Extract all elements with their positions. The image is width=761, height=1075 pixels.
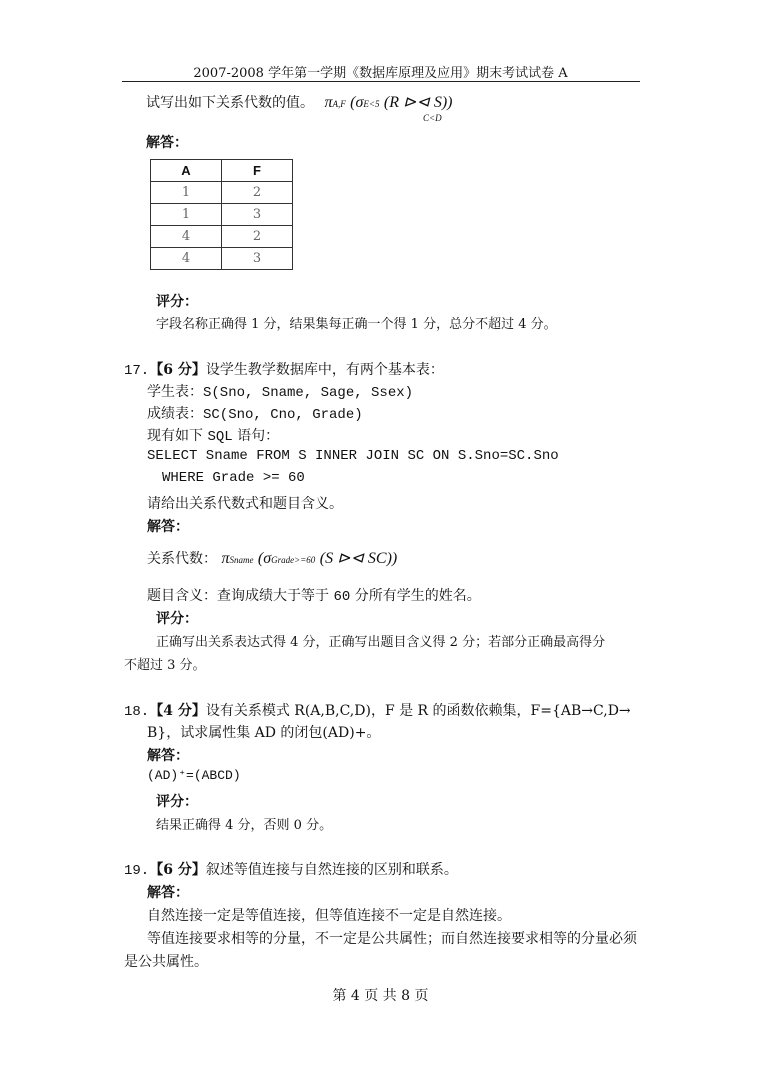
q18-grading-label: 评分： — [156, 794, 198, 810]
table-cell: 1 — [151, 182, 222, 204]
q18-number: 18. — [124, 704, 150, 720]
q17-sql-intro-a: 现有如下 — [147, 428, 208, 444]
q18-points: 【4 分】 — [149, 703, 206, 719]
q17-meaning-a: 题目含义：查询成绩大于等于 — [147, 588, 334, 604]
table-cell: 3 — [222, 204, 293, 226]
q17-sql-line2: WHERE Grade >= 60 — [162, 470, 305, 486]
q17-heading — [124, 359, 444, 379]
q16-join-condition: C<D — [423, 113, 442, 123]
q17-sql-intro — [147, 425, 279, 445]
q16-expr-sigma: (σ — [350, 94, 364, 111]
q17-score-label: 成绩表： — [147, 406, 203, 422]
table-header-cell: A — [151, 160, 222, 182]
q17-student-schema: S(Sno, Sname, Sage, Ssex) — [203, 385, 414, 401]
q19-answer-line3: 是公共属性。 — [124, 954, 208, 970]
q16-expr-tail: (R ⊳⊲ S)) — [383, 94, 453, 111]
q17-sql-intro-b: SQL — [207, 429, 233, 445]
q17-points: 【6 分】 — [149, 362, 206, 378]
q17-grading-text1: 正确写出关系表达式得 4 分，正确写出题目含义得 2 分；若部分正确最高得分 — [156, 635, 606, 650]
table-cell: 2 — [222, 226, 293, 248]
q18-prompt-line2: B}，试求属性集 AD 的闭包(AD)+。 — [147, 725, 381, 741]
q18-heading — [124, 700, 631, 720]
table-cell: 1 — [151, 204, 222, 226]
q17-algebra-pi: π — [221, 550, 230, 567]
q18-answer: (AD)⁺=(ABCD) — [147, 768, 241, 783]
table-row — [151, 182, 293, 204]
q19-number: 19. — [124, 863, 150, 879]
q17-algebra — [147, 548, 397, 568]
q17-sql-intro-c: 语句： — [232, 428, 280, 444]
q18-answer-label: 解答： — [147, 748, 189, 764]
q17-student-table — [147, 381, 413, 401]
q16-expr-pi: π — [324, 94, 333, 111]
q16-result-table — [150, 159, 293, 270]
q18-prompt-line1: 设有关系模式 R(A,B,C,D)，F 是 R 的函数依赖集，F={AB→C,D→ — [205, 703, 631, 719]
q17-meaning-c: 分所有学生的姓名。 — [350, 588, 481, 604]
q17-answer-label: 解答： — [147, 519, 189, 535]
table-header-row — [151, 160, 293, 182]
q17-request: 请给出关系代数式和题目含义。 — [147, 496, 343, 512]
q16-prompt — [146, 92, 453, 112]
q17-algebra-sigma: (σ — [257, 550, 272, 567]
q17-algebra-sub1: Sname — [229, 555, 254, 565]
table-cell: 2 — [222, 182, 293, 204]
q17-algebra-label: 关系代数： — [147, 551, 217, 567]
q17-score-schema: SC(Sno, Cno, Grade) — [203, 407, 363, 423]
q17-number: 17. — [124, 363, 150, 379]
page-header: 2007-2008 学年第一学期《数据库原理及应用》期末考试试卷 A — [193, 66, 568, 81]
q17-algebra-sub2: Grade>=60 — [271, 555, 316, 565]
q19-points: 【6 分】 — [149, 862, 206, 878]
q18-grading-text: 结果正确得 4 分，否则 0 分。 — [156, 818, 333, 833]
table-row — [151, 204, 293, 226]
q16-expr-sub1: A,F — [332, 99, 346, 109]
q19-prompt: 叙述等值连接与自然连接的区别和联系。 — [205, 862, 458, 878]
q17-meaning-b: 60 — [333, 589, 351, 605]
q16-answer-label: 解答： — [146, 135, 188, 151]
q16-grading-text: 字段名称正确得 1 分，结果集每正确一个得 1 分，总分不超过 4 分。 — [156, 317, 557, 332]
page-footer: 第 4 页 共 8 页 — [332, 988, 429, 1004]
q17-score-table — [147, 403, 363, 423]
table-cell: 3 — [222, 248, 293, 270]
q19-answer-label: 解答： — [147, 885, 189, 901]
q17-student-label: 学生表： — [147, 384, 203, 400]
table-row — [151, 248, 293, 270]
q17-meaning — [147, 585, 481, 605]
q16-grading-label: 评分： — [156, 294, 198, 310]
table-cell: 4 — [151, 226, 222, 248]
q19-answer-line1: 自然连接一定是等值连接，但等值连接不一定是自然连接。 — [147, 908, 511, 924]
q19-answer-line2: 等值连接要求相等的分量，不一定是公共属性；而自然连接要求相等的分量必须 — [147, 931, 637, 947]
q17-prompt: 设学生教学数据库中，有两个基本表： — [205, 362, 444, 378]
header-rule — [122, 81, 640, 82]
table-cell: 4 — [151, 248, 222, 270]
q17-sql-line1: SELECT Sname FROM S INNER JOIN SC ON S.Sno=SC.Sno — [147, 448, 559, 464]
table-header-cell: F — [222, 160, 293, 182]
q17-grading-label: 评分： — [156, 611, 198, 627]
q19-heading — [124, 859, 458, 879]
q17-algebra-tail: (S ⊳⊲ SC)) — [319, 550, 398, 567]
q16-expr-sub2: E<5 — [363, 99, 380, 109]
q17-grading-text2: 不超过 3 分。 — [124, 658, 206, 673]
table-row — [151, 226, 293, 248]
q16-prompt-text: 试写出如下关系代数的值。 — [146, 95, 314, 111]
